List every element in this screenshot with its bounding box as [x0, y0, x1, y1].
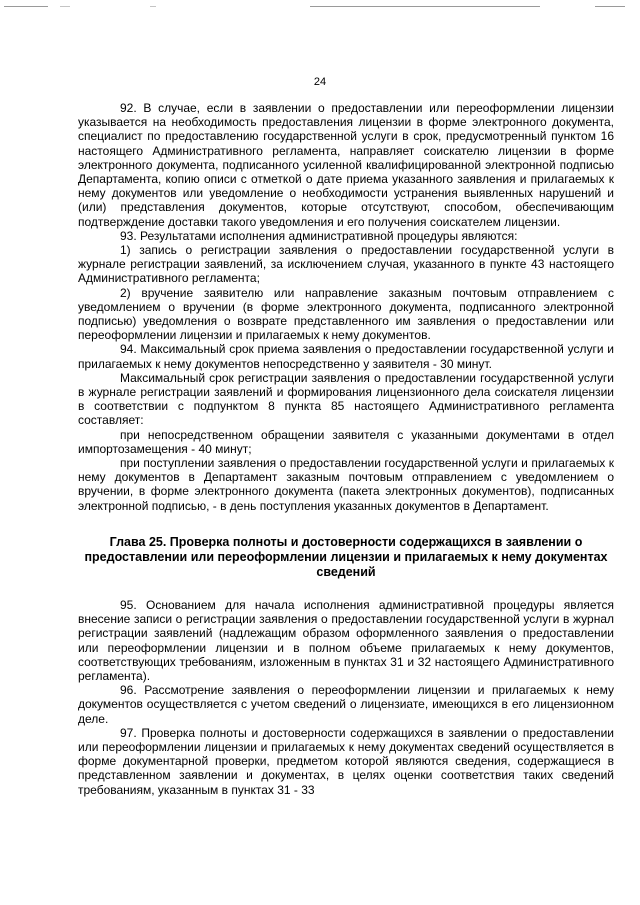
paragraph-97: 97. Проверка полноты и достоверности содержащихся в заявлении о предоставлении или переоформлении лицензии и прилагаемых к нему документах сведений осуществляется в форме документарной проверки, предметом которой являются сведения, содержащиеся в представленном заявлении и документах, в целях оценки соответствия таких сведений требованиям, указанным в пунктах 31 - 33 [78, 725, 614, 797]
paragraph-94-direct: при непосредственном обращении заявителя с указанными документами в отдел импортозамещения - 40 минут; [78, 427, 614, 456]
paragraph-96: 96. Рассмотрение заявления о переоформлении лицензии и прилагаемых к нему документов осуществляется с учетом сведений о лицензиате, имеющихся в его лицензионном деле. [78, 683, 614, 726]
paragraph-94-mail: при поступлении заявления о предоставлении государственной услуги и прилагаемых к нему документов в Департамент заказным почтовым отправлением с уведомлением о вручении, в форме электронного документа (пакета электронных документов), подписанных электронной подписью, - в день поступления указанных документов в Департамент. [78, 456, 614, 513]
paragraph-93-item-1: 1) запись о регистрации заявления о предоставлении государственной услуги в журнале регистрации заявлений, за исключением случая, указанного в пункте 43 настоящего Административного регламента; [78, 243, 614, 286]
scan-edge-line [150, 6, 156, 7]
paragraph-92: 92. В случае, если в заявлении о предоставлении или переоформлении лицензии указывается на необходимость предоставления лицензии в форме электронного документа, специалист по предоставлению государственной услуги в срок, предусмотренный пунктом 16 настоящего Административного регламента, направляет соискателю лицензии в форме электронного документа, подписанного усиленной квалифицированной электронной подписью Департамента, копию описи с отметкой о дате приема указанного заявления и прилагаемых к нему документов или уведомление о необходимости устранения выявленных нарушений и (или) представления документов, которые отсутствуют, способом, обеспечивающим подтверждение доставки такого уведомления и его получения соискателем лицензии. [78, 101, 614, 229]
chapter-heading: Глава 25. Проверка полноты и достоверности содержащихся в заявлении о предоставлении или переоформлении лицензии и прилагаемых к нему документах сведений [84, 534, 608, 579]
scan-edge-line [4, 6, 48, 7]
scan-edge-line [310, 6, 540, 7]
paragraph-93: 93. Результатами исполнения административной процедуры являются: [120, 228, 518, 243]
paragraph-94: 94. Максимальный срок приема заявления о предоставлении государственной услуги и прилагаемых к нему документов непосредственно у заявителя - 30 минут. [78, 342, 614, 371]
scan-edge-line [595, 6, 625, 7]
scan-edge-line [60, 6, 70, 7]
paragraph-94-registration: Максимальный срок регистрации заявления о предоставлении государственной услуги в журнале регистрации заявлений и формирования лицензионного дела соискателя лицензии в соответствии с подпунктом 8 пункта 85 настоящего Административного регламента составляет: [78, 370, 614, 428]
page-number: 24 [313, 76, 327, 88]
document-body [78, 101, 614, 797]
paragraph-93-item-2: 2) вручение заявителю или направление заказным почтовым отправлением с уведомлением о вручении (в форме электронного документа, подписанного электронной подписью) уведомления о возврате представленного им заявления о предоставлении или переоформлении лицензии и прилагаемых к нему документов. [78, 285, 614, 343]
paragraph-95: 95. Основанием для начала исполнения административной процедуры является внесение записи о регистрации заявления о предоставлении государственной услуги в журнал регистрации заявлений (надлежащим образом оформленного заявления о предоставлении или переоформлении лицензии и в полном объеме прилагаемых к нему документов, соответствующих требованиям, изложенным в пунктах 31 и 32 настоящего Административного регламента). [78, 597, 614, 683]
